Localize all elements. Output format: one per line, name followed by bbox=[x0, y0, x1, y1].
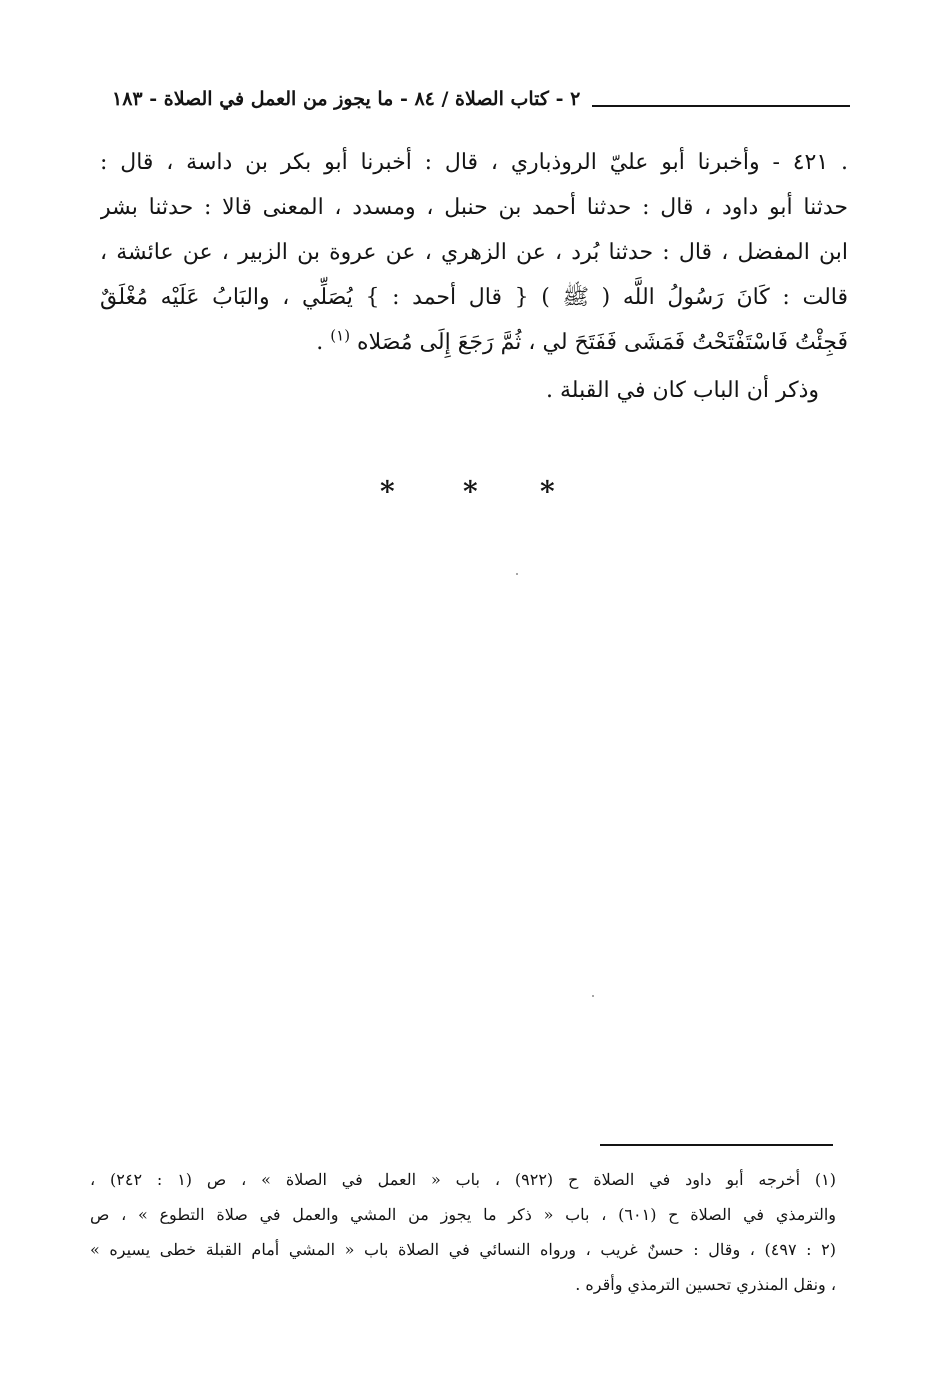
hadith-line: حدثنا أبو داود ، قال : حدثنا أحمد بن حنبل ، ومسدد ، المعنى قالا : حدثنا بشر bbox=[100, 195, 848, 220]
footnote-rule bbox=[600, 1144, 833, 1146]
header-rule bbox=[592, 105, 850, 107]
asterisk-icon: * bbox=[380, 475, 395, 508]
footnote-line: (١) أخرجه أبو داود في الصلاة ح (٩٢٢) ، باب « العمل في الصلاة » ، ص (١ : ٢٤٢) ، bbox=[90, 1170, 836, 1189]
hadith-text bbox=[100, 140, 848, 365]
footnote-line: ، ونقل المنذري تحسين الترمذي وأقره . bbox=[575, 1275, 836, 1294]
hadith-line-end: . bbox=[316, 330, 331, 355]
footnote-marker: (١) bbox=[330, 326, 351, 345]
asterisk-icon: * bbox=[463, 475, 478, 508]
header-title: ٢ - كتاب الصلاة / ٨٤ - ما يجوز من العمل في الصلاة - ١٨٣ bbox=[112, 88, 581, 110]
hadith-line: . ٤٢١ - وأخبرنا أبو عليّ الروذباري ، قال : أخبرنا أبو بكر بن داسة ، قال : bbox=[100, 150, 848, 175]
hadith-line: قالت : كَانَ رَسُولُ اللَّه ( ﷺ ) { قال أحمد : } يُصَلِّي ، والبَابُ عَلَيْه مُغْلَقٌ bbox=[100, 285, 848, 310]
hadith-line-text: فَجِئْتُ فَاسْتَفْتَحْتُ فَمَشَى فَفَتَحَ لي ، ثُمَّ رَجَعَ إِلَى مُصَلاه bbox=[357, 330, 848, 355]
running-header bbox=[112, 84, 850, 118]
hadith-note: وذكر أن الباب كان في القبلة . bbox=[546, 378, 819, 403]
footnote-line: (٢ : ٤٩٧) ، وقال : حسنٌ غريب ، ورواه النسائي في الصلاة باب « المشي أمام القبلة خطى يسيره » bbox=[90, 1240, 836, 1259]
asterisk-icon: * bbox=[540, 475, 555, 508]
paper-speck bbox=[516, 573, 518, 575]
hadith-line: ابن المفضل ، قال : حدثنا بُرد ، عن الزهري ، عن عروة بن الزبير ، عن عائشة ، bbox=[100, 240, 848, 265]
hadith-line bbox=[100, 320, 848, 365]
footnotes bbox=[90, 1162, 836, 1302]
footnote-line: والترمذي في الصلاة ح (٦٠١) ، باب « ذكر ما يجوز من المشي والعمل في صلاة التطوع » ، ص bbox=[90, 1205, 836, 1224]
paper-speck bbox=[592, 995, 594, 997]
section-separator bbox=[370, 474, 570, 510]
